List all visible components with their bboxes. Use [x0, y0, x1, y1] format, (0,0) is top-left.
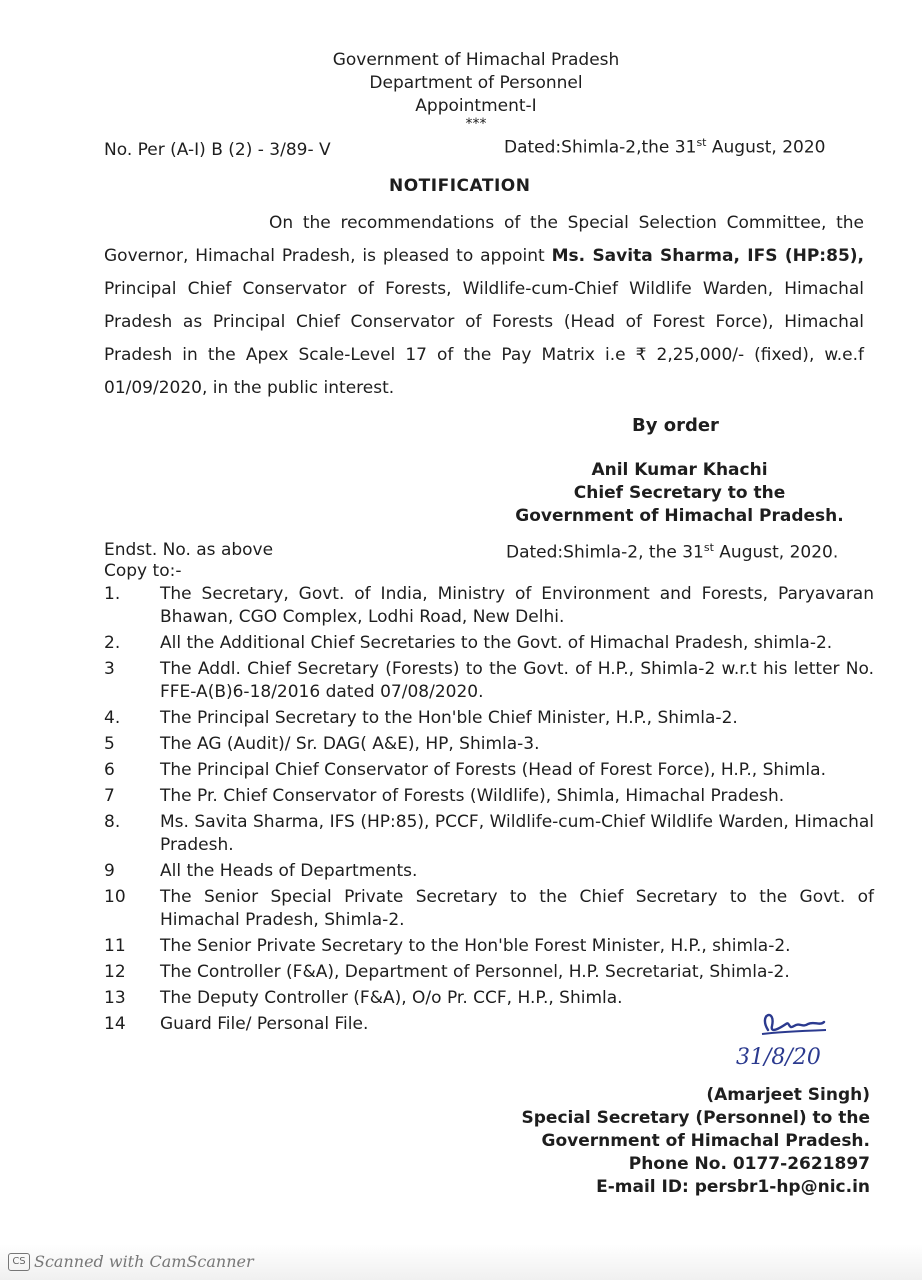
- notification-body: On the recommendations of the Special Selection Committee, the Governor, Himachal Pradesh, is pleased to appoint Ms. Savita Sharma, IFS (HP:85), Principal Chief Conservator of Forests, Wildlife-cum-Chief Wildlife Warden, Himachal Pradesh as Principal Chief Conservator of Forests (Head of Forest Force), Himachal Pradesh in the Apex Scale-Level 17 of the Pay Matrix i.e ₹ 2,25,000/- (fixed), w.e.f 01/09/2020, in the public interest.: [104, 213, 864, 398]
- header-government: Government of Himachal Pradesh: [332, 50, 620, 70]
- list-item: 3 The Addl. Chief Secretary (Forests) to the Govt. of H.P., Shimla-2 w.r.t his letter No. FFE-A(B)6-18/2016 dated 07/08/2020.: [104, 659, 874, 702]
- signatory-designation: Special Secretary (Personnel) to the: [521, 1108, 870, 1128]
- signatory-name: Anil Kumar Khachi: [591, 460, 768, 480]
- header-department: Department of Personnel: [369, 73, 583, 93]
- signatory-org: Government of Himachal Pradesh.: [541, 1131, 870, 1151]
- by-order: By order: [632, 415, 719, 436]
- scanner-watermark-text: Scanned with CamScanner: [34, 1252, 254, 1271]
- list-item: 8. Ms. Savita Sharma, IFS (HP:85), PCCF, Wildlife-cum-Chief Wildlife Warden, Himachal Pradesh.: [104, 812, 874, 855]
- header-section: Appointment-I: [415, 96, 537, 116]
- signature-date: 31/8/20: [736, 1045, 821, 1070]
- list-item: 14 Guard File/ Personal File.: [104, 1014, 369, 1034]
- list-item: 4. The Principal Secretary to the Hon'ble Chief Minister, H.P., Shimla-2.: [104, 708, 738, 728]
- signatory-org: Government of Himachal Pradesh.: [515, 506, 844, 526]
- notification-title: NOTIFICATION: [389, 176, 531, 196]
- signatory-chief-secretary: [497, 459, 862, 528]
- list-item: 1. The Secretary, Govt. of India, Ministry of Environment and Forests, Paryavaran Bhawan, CGO Complex, Lodhi Road, New Delhi.: [104, 584, 874, 627]
- signatory-name: (Amarjeet Singh): [706, 1085, 870, 1105]
- endorsement-number: Endst. No. as above: [104, 540, 274, 560]
- header-stars: ***: [465, 116, 487, 132]
- reference-number: No. Per (A-I) B (2) - 3/89- V: [104, 140, 331, 160]
- signatory-phone: Phone No. 0177-2621897: [628, 1154, 870, 1174]
- scanner-watermark-bar: [0, 1244, 922, 1280]
- list-item: 6 The Principal Chief Conservator of Forests (Head of Forest Force), H.P., Shimla.: [104, 760, 826, 780]
- endorsement-date: Dated:Shimla-2, the 31st August, 2020.: [506, 541, 839, 563]
- list-item: 7 The Pr. Chief Conservator of Forests (Wildlife), Shimla, Himachal Pradesh.: [104, 786, 785, 806]
- signatory-email: E-mail ID: persbr1-hp@nic.in: [596, 1177, 870, 1197]
- copy-to-label: Copy to:-: [104, 561, 182, 581]
- list-item: 10 The Senior Special Private Secretary to the Chief Secretary to the Govt. of Himachal Pradesh, Shimla-2.: [104, 887, 874, 930]
- signatory-special-secretary: [522, 1084, 870, 1199]
- appointee-name: Ms. Savita Sharma, IFS (HP:85),: [551, 246, 864, 266]
- reference-date: Dated:Shimla-2,the 31st August, 2020: [504, 136, 826, 158]
- camscanner-logo-icon: CS: [8, 1253, 30, 1271]
- list-item: 5 The AG (Audit)/ Sr. DAG( A&E), HP, Shimla-3.: [104, 734, 540, 754]
- handwritten-signature: [728, 1004, 838, 1074]
- list-item: 11 The Senior Private Secretary to the Hon'ble Forest Minister, H.P., shimla-2.: [104, 936, 791, 956]
- copy-list: [104, 583, 874, 1036]
- list-item: 9 All the Heads of Departments.: [104, 861, 418, 881]
- list-item: 13 The Deputy Controller (F&A), O/o Pr. CCF, H.P., Shimla.: [104, 988, 623, 1008]
- signatory-designation: Chief Secretary to the: [573, 483, 786, 503]
- list-item: 12 The Controller (F&A), Department of Personnel, H.P. Secretariat, Shimla-2.: [104, 962, 790, 982]
- list-item: 2. All the Additional Chief Secretaries to the Govt. of Himachal Pradesh, shimla-2.: [104, 633, 833, 653]
